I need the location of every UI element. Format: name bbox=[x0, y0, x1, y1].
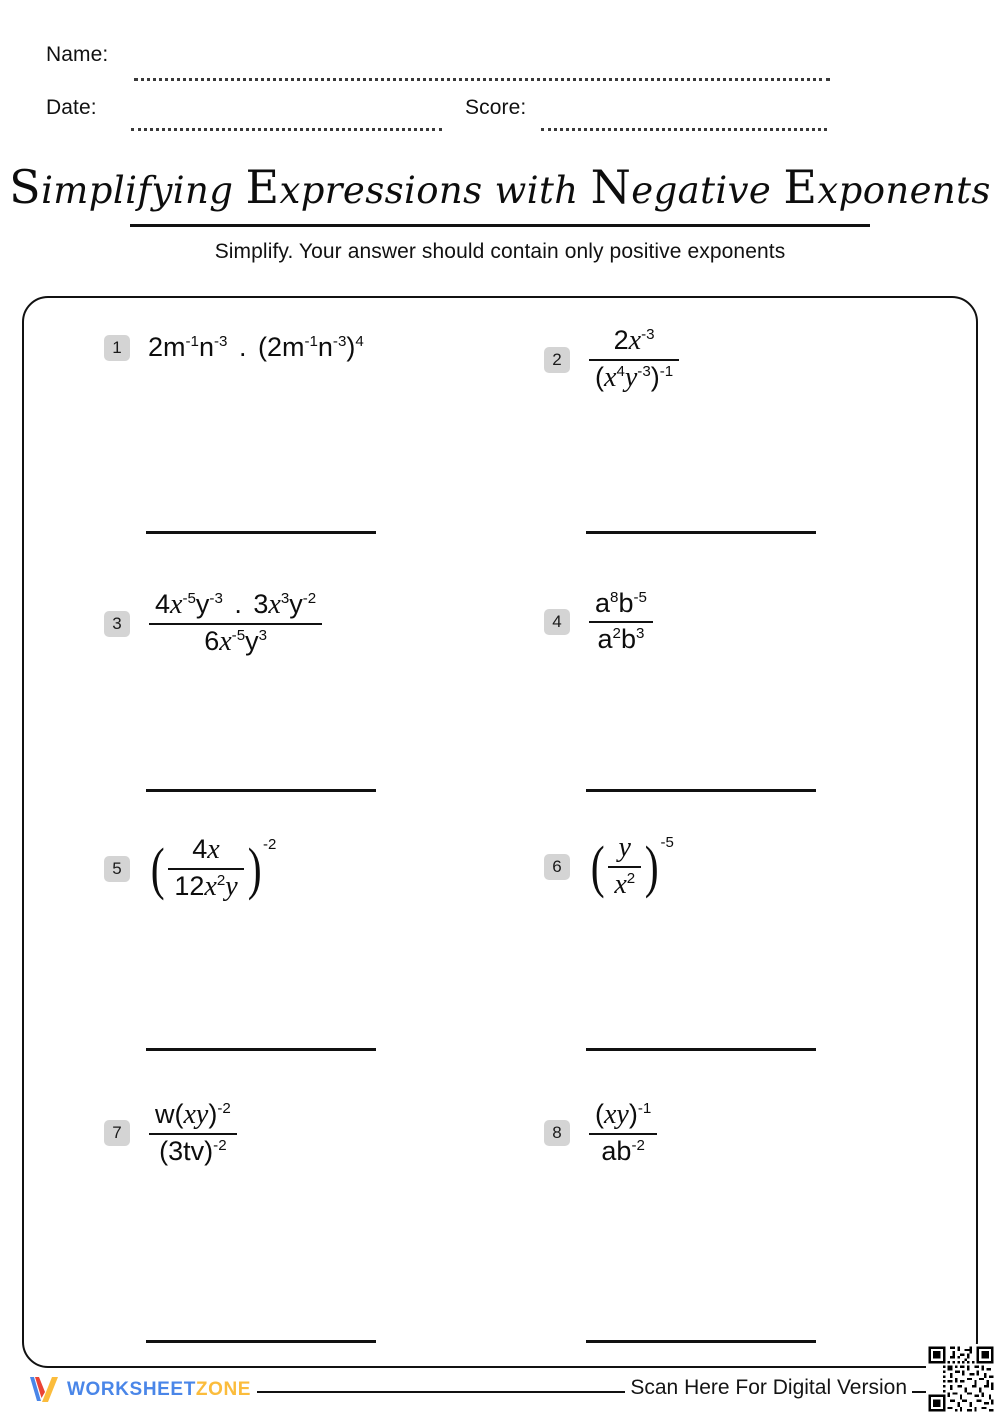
answer-line-4[interactable] bbox=[586, 789, 816, 792]
parenthesized-group bbox=[588, 833, 674, 901]
fraction-numerator: 4x bbox=[192, 834, 220, 865]
problem-number-badge: 2 bbox=[544, 347, 570, 373]
title-seg-3: egative bbox=[631, 169, 784, 212]
instructions-text: Simplify. Your answer should contain only positive exponents bbox=[214, 240, 786, 263]
problem-2 bbox=[544, 326, 680, 394]
fraction-numerator: $a^8b^{-5}$ bbox=[595, 588, 647, 618]
fraction bbox=[168, 835, 243, 903]
left-paren: ( bbox=[590, 834, 605, 900]
date-input-line[interactable] bbox=[131, 128, 442, 131]
title-cap-s: S bbox=[9, 160, 42, 214]
problem-3 bbox=[104, 590, 323, 658]
score-label: Score: bbox=[465, 96, 527, 119]
outer-exponent: -2 bbox=[262, 836, 277, 853]
problem-number-badge: 3 bbox=[104, 611, 130, 637]
fraction-numerator: $2x^{-3}$ bbox=[613, 325, 655, 356]
fraction-denominator: $ab^{-2}$ bbox=[601, 1135, 645, 1166]
date-label: Date: bbox=[46, 96, 97, 119]
name-input-line[interactable] bbox=[134, 78, 830, 81]
problem-1 bbox=[104, 333, 364, 363]
problem-expression bbox=[148, 1100, 238, 1166]
answer-line-5[interactable] bbox=[146, 1048, 376, 1051]
page-title bbox=[0, 160, 1000, 214]
title-cap-n: N bbox=[590, 160, 632, 214]
fraction bbox=[608, 833, 641, 901]
header-fields bbox=[0, 0, 1000, 150]
left-paren: ( bbox=[150, 836, 165, 902]
fraction-denominator: $a^2b^3$ bbox=[597, 623, 645, 654]
fraction bbox=[149, 1100, 237, 1166]
scan-instruction-text: Scan Here For Digital Version bbox=[625, 1376, 912, 1400]
problem-number-badge: 7 bbox=[104, 1120, 130, 1146]
answer-line-1[interactable] bbox=[146, 531, 376, 534]
right-paren: ) bbox=[644, 834, 659, 900]
problem-7 bbox=[104, 1100, 238, 1166]
fraction bbox=[589, 589, 653, 654]
name-label: Name: bbox=[46, 43, 109, 66]
fraction-numerator: $4x^{-5}y^{-3}$ . $3x^3y^{-2}$ bbox=[155, 589, 317, 620]
fraction bbox=[149, 590, 322, 658]
problem-number-badge: 4 bbox=[544, 609, 570, 635]
answer-line-2[interactable] bbox=[586, 531, 816, 534]
problem-expression bbox=[588, 1100, 658, 1166]
answer-line-8[interactable] bbox=[586, 1340, 816, 1343]
problem-8 bbox=[544, 1100, 658, 1166]
fraction-numerator: (xy)$^{-1}$ bbox=[595, 1099, 652, 1130]
problems-panel bbox=[22, 296, 978, 1368]
score-input-line[interactable] bbox=[541, 128, 827, 131]
title-divider bbox=[130, 224, 870, 227]
problem-number-badge: 6 bbox=[544, 854, 570, 880]
title-cap-e2: E bbox=[783, 160, 818, 214]
brand-worksheet: WORKSHEET bbox=[67, 1379, 196, 1400]
problem-5 bbox=[104, 835, 276, 903]
fraction-denominator: $(x^4y^{-3})^{-1}$ bbox=[595, 361, 674, 393]
title-seg-1: implifying bbox=[41, 169, 246, 212]
fraction-denominator: $6x^{-5}y^3$ bbox=[204, 625, 267, 657]
answer-line-7[interactable] bbox=[146, 1340, 376, 1343]
title-seg-2: xpressions with bbox=[279, 169, 591, 212]
fraction-denominator: $12x^2y$ bbox=[174, 870, 238, 902]
v-logo-icon bbox=[28, 1374, 62, 1406]
parenthesized-group bbox=[148, 835, 276, 903]
answer-line-6[interactable] bbox=[586, 1048, 816, 1051]
qr-code-icon[interactable] bbox=[926, 1344, 996, 1414]
fraction-denominator: $x^2$ bbox=[614, 868, 636, 900]
outer-exponent: -5 bbox=[660, 834, 674, 851]
title-seg-4: xponents bbox=[817, 169, 991, 212]
title-block bbox=[0, 160, 1000, 214]
problem-expression bbox=[588, 833, 674, 901]
right-paren: ) bbox=[247, 836, 262, 902]
problem-4 bbox=[544, 589, 654, 654]
fraction-numerator: w(xy)$^{-2}$ bbox=[155, 1099, 231, 1130]
answer-line-3[interactable] bbox=[146, 789, 376, 792]
problem-number-badge: 8 bbox=[544, 1120, 570, 1146]
fraction-denominator: $(3tv)^{-2}$ bbox=[159, 1135, 227, 1166]
brand-zone: ZONE bbox=[195, 1379, 252, 1400]
fraction bbox=[589, 1100, 657, 1166]
fraction-numerator: y bbox=[618, 832, 631, 863]
title-cap-e1: E bbox=[245, 160, 280, 214]
brand-text bbox=[67, 1379, 251, 1401]
problem-6 bbox=[544, 833, 674, 901]
problem-number-badge: 1 bbox=[104, 335, 130, 361]
problem-expression bbox=[148, 590, 323, 658]
worksheet-zone-logo[interactable] bbox=[28, 1374, 257, 1406]
problem-expression bbox=[148, 835, 276, 903]
problem-expression: $2m^{-1}n^{-3}$ . $(2m^{-1}n^{-3})^4$ bbox=[148, 332, 364, 362]
problem-expression bbox=[588, 326, 680, 394]
problem-expression bbox=[588, 589, 654, 654]
problem-number-badge: 5 bbox=[104, 856, 130, 882]
fraction bbox=[589, 326, 679, 394]
